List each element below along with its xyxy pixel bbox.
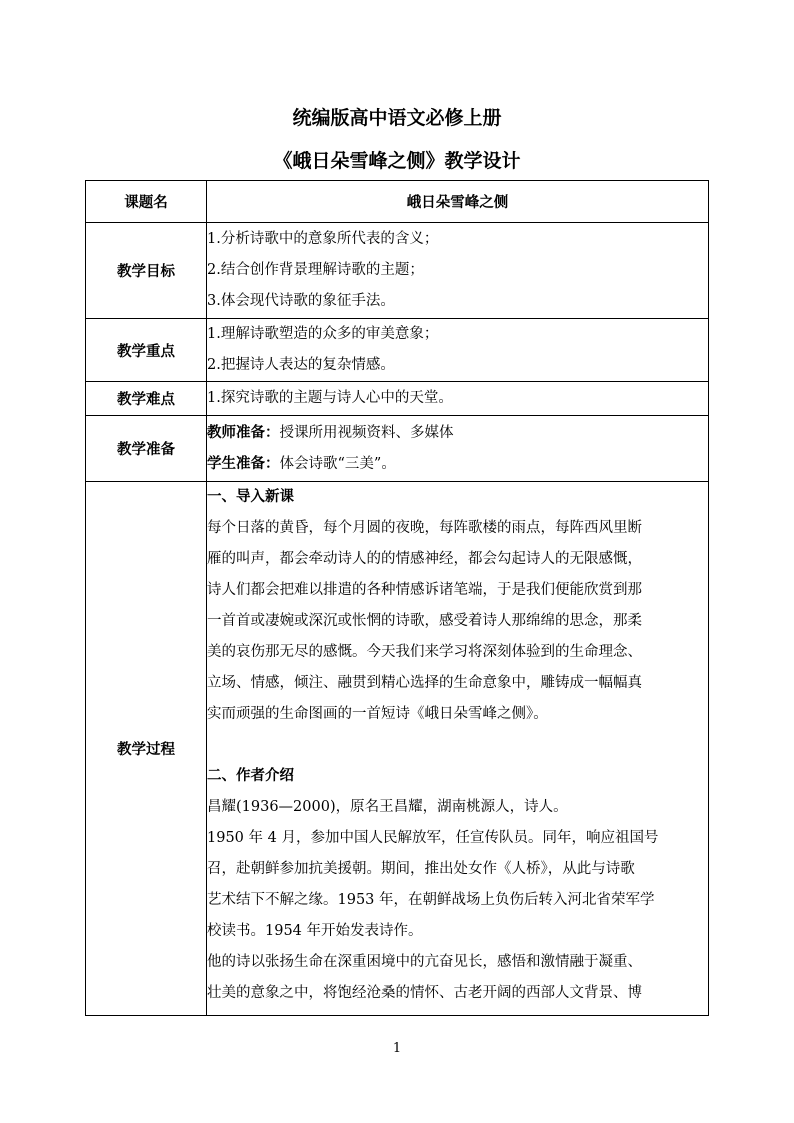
student-preparation xyxy=(207,449,708,480)
goals-label: 教学目标 xyxy=(86,223,207,319)
section-heading-author: 二、作者介绍 xyxy=(207,768,294,784)
key-points-label: 教学重点 xyxy=(86,319,207,382)
preparation-content xyxy=(207,416,709,482)
teacher-preparation-label: 教师准备： xyxy=(207,424,280,441)
document-title: 统编版高中语文必修上册 xyxy=(292,107,502,129)
process-label: 教学过程 xyxy=(86,482,207,1016)
topic-value: 峨日朵雪峰之侧 xyxy=(207,181,709,223)
page-number: 1 xyxy=(392,1041,402,1056)
student-preparation-text: 体会诗歌“三美”。 xyxy=(279,455,396,472)
topic-label: 课题名 xyxy=(86,181,207,223)
paragraph-line: 诗人们都会把难以排遣的各种情感诉诸笔端，于是我们便能欣赏到那 xyxy=(207,582,642,598)
paragraph-line: 校读书。1954 年开始发表诗作。 xyxy=(207,923,423,939)
table-row-preparation xyxy=(86,416,709,482)
paragraph-line: 立场、情感，倾注、融贯到精心选择的生命意象中，雕铸成一幅幅真 xyxy=(207,675,642,691)
paragraph-line: 雁的叫声，都会牵动诗人的的情感神经，都会勾起诗人的无限感慨， xyxy=(207,551,642,567)
blank-line xyxy=(207,730,708,761)
student-preparation-label: 学生准备： xyxy=(207,455,280,472)
key-point-item: 2.把握诗人表达的复杂情感。 xyxy=(207,357,395,373)
table-row-process xyxy=(86,482,709,1016)
goal-item: 3.体会现代诗歌的象征手法。 xyxy=(207,293,395,309)
paragraph-line: 他的诗以张扬生命在深重困境中的亢奋见长，感悟和激情融于凝重、 xyxy=(207,954,642,970)
teacher-preparation-text: 授课所用视频资料、多媒体 xyxy=(279,424,454,441)
table-row-topic xyxy=(86,181,709,223)
difficulties-label: 教学难点 xyxy=(86,382,207,416)
key-point-item: 1.理解诗歌塑造的众多的审美意象； xyxy=(207,326,439,342)
document-subtitle: 《峨日朵雪峰之侧》教学设计 xyxy=(273,150,521,172)
paragraph-line: 昌耀(1936—2000)，原名王昌耀，湖南桃源人，诗人。 xyxy=(207,799,568,815)
preparation-label: 教学准备 xyxy=(86,416,207,482)
table-row-goals xyxy=(86,223,709,319)
paragraph-line: 一首首或凄婉或深沉或怅惘的诗歌，感受着诗人那绵绵的思念，那柔 xyxy=(207,613,642,629)
process-content xyxy=(207,482,709,1016)
paragraph-line: 美的哀伤那无尽的感慨。今天我们来学习将深刻体验到的生命理念、 xyxy=(207,644,642,660)
key-points-content xyxy=(207,319,709,382)
teacher-preparation xyxy=(207,418,708,449)
lesson-plan-table xyxy=(85,180,709,1016)
difficulties-content xyxy=(207,382,709,416)
paragraph-line: 壮美的意象之中，将饱经沧桑的情怀、古老开阔的西部人文背景、博 xyxy=(207,985,642,1001)
goal-item: 1.分析诗歌中的意象所代表的含义； xyxy=(207,231,439,247)
section-heading-intro: 一、导入新课 xyxy=(207,489,294,505)
goal-item: 2.结合创作背景理解诗歌的主题； xyxy=(207,262,424,278)
table-row-difficulties xyxy=(86,382,709,416)
paragraph-line: 召，赴朝鲜参加抗美援朝。期间，推出处女作《人桥》，从此与诗歌 xyxy=(207,861,635,877)
paragraph-line: 实而顽强的生命图画的一首短诗《峨日朵雪峰之侧》。 xyxy=(207,706,548,722)
paragraph-line: 艺术结下不解之缘。1953 年，在朝鲜战场上负伤后转入河北省荣军学 xyxy=(207,892,655,908)
paragraph-line: 1950 年 4 月，参加中国人民解放军，任宣传队员。同年，响应祖国号 xyxy=(207,830,659,846)
goals-content xyxy=(207,223,709,319)
table-row-key-points xyxy=(86,319,709,382)
paragraph-line: 每个日落的黄昏，每个月圆的夜晚，每阵歌楼的雨点，每阵西风里断 xyxy=(207,520,642,536)
difficulty-item: 1.探究诗歌的主题与诗人心中的天堂。 xyxy=(207,390,453,406)
